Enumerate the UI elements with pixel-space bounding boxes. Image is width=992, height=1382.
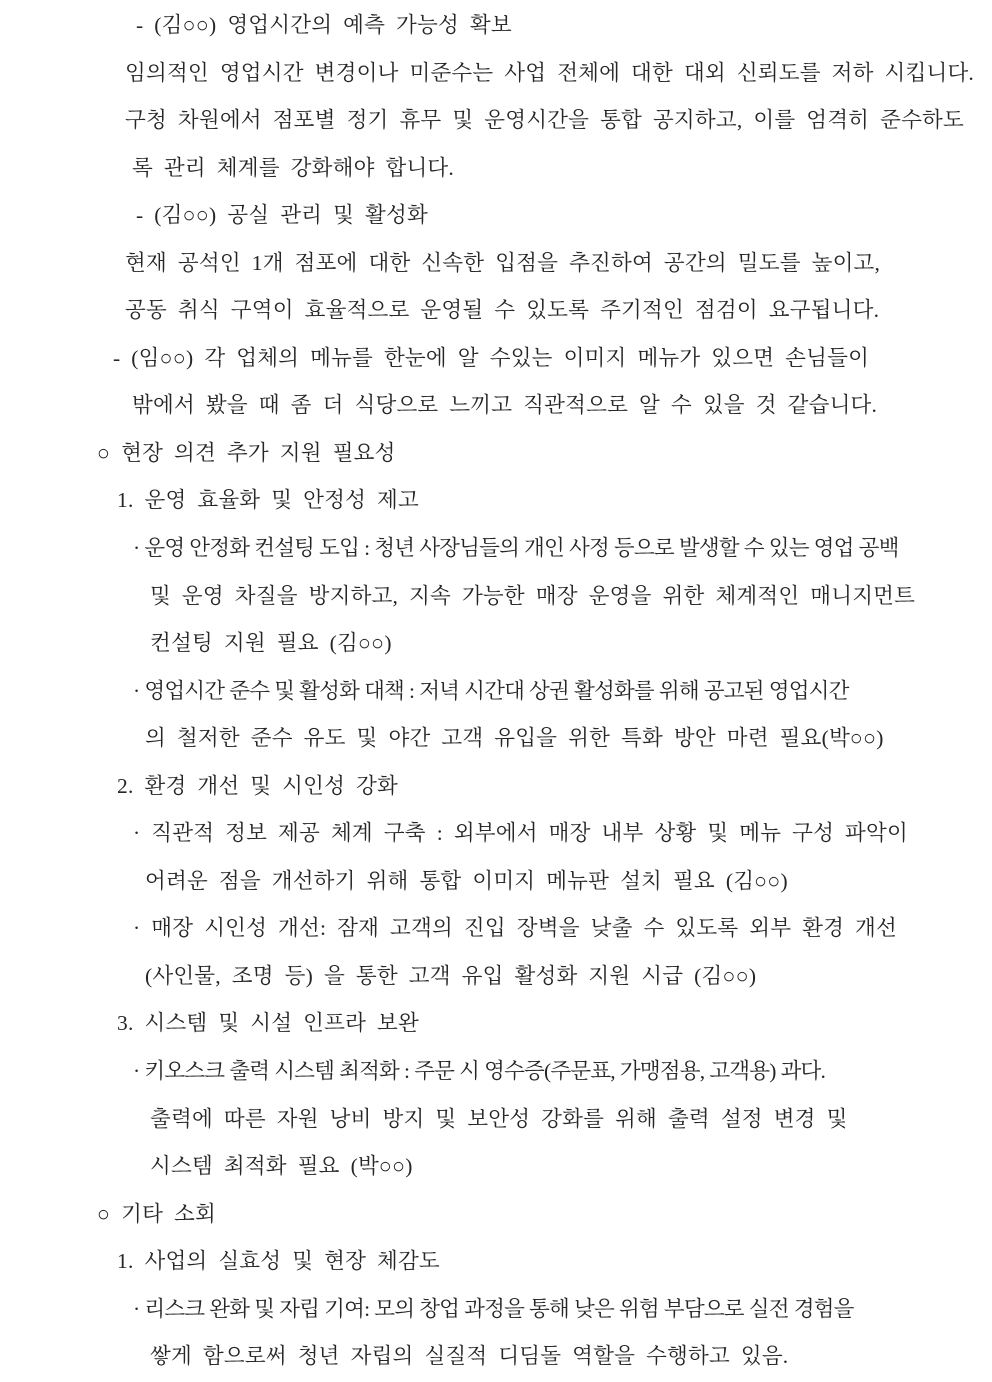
doc-line-continuation: 의 철저한 준수 유도 및 야간 고객 유입을 위한 특화 방안 마련 필요(박○○) [145,726,884,751]
doc-line-continuation: 임의적인 영업시간 변경이나 미준수는 사업 전체에 대한 대외 신뢰도를 저하 시킵니다. [125,60,974,85]
doc-bullet-item: · 직관적 정보 제공 체계 구축 : 외부에서 매장 내부 상황 및 메뉴 구성 파악이 [133,821,908,846]
doc-numbered-header: 2. 환경 개선 및 시인성 강화 [117,773,398,798]
doc-line-continuation: 쌓게 함으로써 청년 자립의 실질적 디딤돌 역할을 수행하고 있음. [150,1344,789,1369]
doc-line-continuation: 컨설팅 지원 필요 (김○○) [150,631,392,656]
doc-numbered-header: 1. 운영 효율화 및 안정성 제고 [117,488,419,513]
doc-bullet-item: · 매장 시인성 개선: 잠재 고객의 진입 장벽을 낮출 수 있도록 외부 환경 개선 [133,916,897,941]
doc-line-continuation: 구청 차원에서 점포별 정기 휴무 및 운영시간을 통합 공지하고, 이를 엄격히 준수하도 [125,108,964,133]
doc-line-continuation: 현재 공석인 1개 점포에 대한 신속한 입점을 추진하여 공간의 밀도를 높이고, [125,250,881,275]
doc-line-dash-item: - (김○○) 공실 관리 및 활성화 [136,203,428,228]
doc-section-header: ○ 현장 의견 추가 지원 필요성 [97,440,396,465]
doc-line-continuation: (사인물, 조명 등) 을 통한 고객 유입 활성화 지원 시급 (김○○) [145,963,757,988]
doc-bullet-item: · 키오스크 출력 시스템 최적화 : 주문 시 영수증(주문표, 가맹점용, 고객용) 과다. [133,1059,826,1084]
doc-bullet-item: · 영업시간 준수 및 활성화 대책 : 저녁 시간대 상권 활성화를 위해 공고된 영업시간 [133,678,849,703]
doc-numbered-header: 3. 시스템 및 시설 인프라 보완 [117,1011,419,1036]
doc-line-continuation: 밖에서 봤을 때 좀 더 식당으로 느끼고 직관적으로 알 수 있을 것 같습니다. [132,393,878,418]
doc-line-dash-item: - (임○○) 각 업체의 메뉴를 한눈에 알 수있는 이미지 메뉴가 있으면 손님들이 [113,345,870,370]
doc-numbered-header: 1. 사업의 실효성 및 현장 체감도 [117,1249,440,1274]
doc-line-dash-item: - (김○○) 영업시간의 예측 가능성 확보 [136,13,512,37]
doc-line-continuation: 및 운영 차질을 방지하고, 지속 가능한 매장 운영을 위한 체계적인 매니지먼트 [150,583,916,608]
doc-line-continuation: 어려운 점을 개선하기 위해 통합 이미지 메뉴판 설치 필요 (김○○) [145,868,788,893]
doc-bullet-item: · 리스크 완화 및 자립 기여: 모의 창업 과정을 통해 낮은 위험 부담으로 실전 경험을 [133,1296,854,1321]
doc-section-header: ○ 기타 소회 [97,1201,216,1226]
doc-line-continuation: 출력에 따른 자원 낭비 방지 및 보안성 강화를 위해 출력 설정 변경 및 [150,1106,848,1131]
doc-line-continuation: 공동 취식 구역이 효율적으로 운영될 수 있도록 주기적인 점검이 요구됩니다. [125,298,880,323]
doc-line-continuation: 록 관리 체계를 강화해야 합니다. [132,155,454,180]
doc-line-continuation: 시스템 최적화 필요 (박○○) [150,1154,413,1179]
doc-bullet-item: · 운영 안정화 컨설팅 도입 : 청년 사장님들의 개인 사정 등으로 발생할 수 있는 영업 공백 [133,536,899,561]
